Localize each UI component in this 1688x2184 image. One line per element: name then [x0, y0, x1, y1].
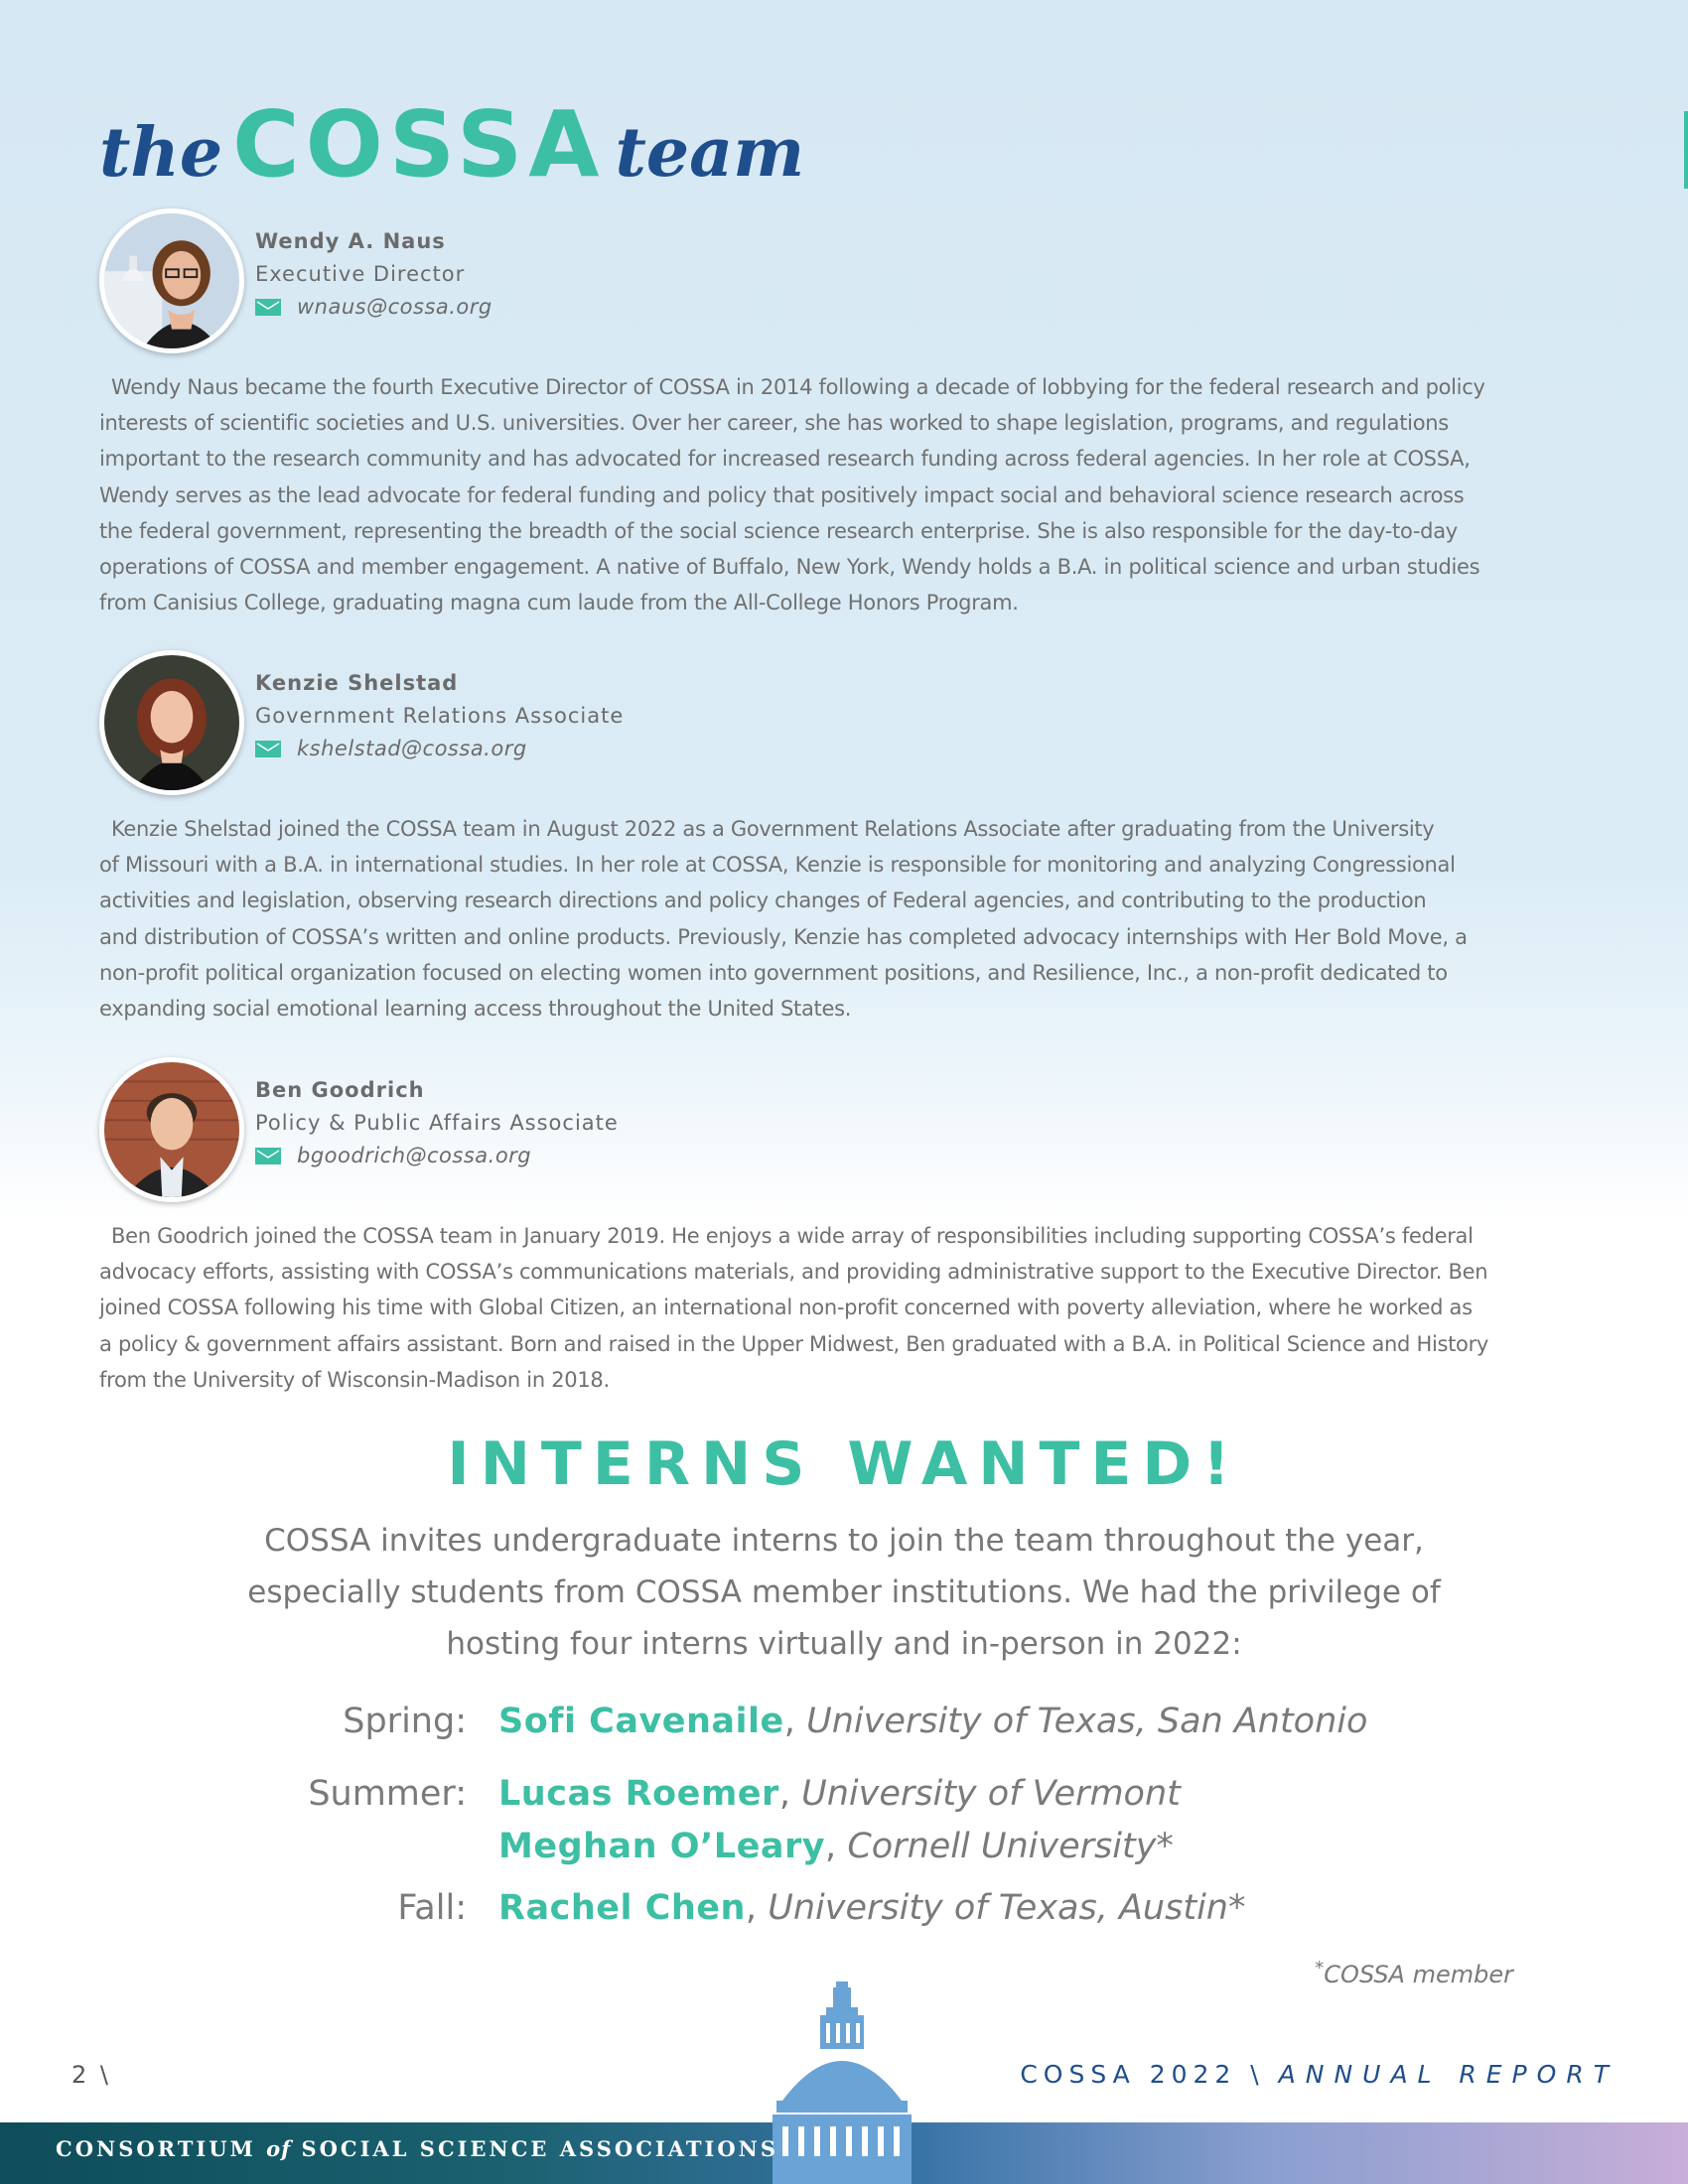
bio-line: joined COSSA following his time with Global Citizen, an international non-profit concerned with poverty alleviation, where he worked as	[99, 1296, 1473, 1320]
member-role: Government Relations Associate	[255, 704, 625, 728]
bio-line: the federal government, representing the breadth of the social science research enterprise. She is also responsible for the day-to-day	[99, 518, 1458, 543]
bio-line: Ben Goodrich joined the COSSA team in January 2019. He enjoys a wide array of responsibilities including supporting COSSA’s federal	[111, 1224, 1474, 1248]
bio-line: from Canisius College, graduating magna cum laude from the All-College Honors Program.	[99, 591, 1019, 615]
portrait-kenzie-icon	[104, 655, 239, 790]
email-row[interactable]	[255, 292, 492, 322]
member-name: Kenzie Shelstad	[255, 671, 459, 695]
intern-entry: Lucas Roemer, University of Vermont	[498, 1774, 1181, 1814]
avatar	[99, 208, 244, 353]
bio-line: important to the research community and has advocated for increased research funding across federal agencies. In her role at COSSA,	[99, 447, 1471, 472]
intern-entry: Meghan O’Leary, Cornell University*	[498, 1827, 1174, 1866]
member-info	[255, 668, 624, 763]
intern-school: University of Vermont	[801, 1774, 1181, 1814]
intro-line: especially students from COSSA member institutions. We had the privilege of	[247, 1574, 1441, 1610]
member-bio	[99, 811, 1509, 1026]
title-team: team	[615, 113, 805, 193]
bio-line: and distribution of COSSA’s written and online products. Previously, Kenzie has completed advocacy internships with Her Bold Move, a	[99, 924, 1468, 949]
mail-icon	[255, 1148, 281, 1164]
portrait-wendy-icon	[104, 213, 239, 348]
intern-school: University of Texas, Austin*	[768, 1888, 1246, 1928]
intern-name: Rachel Chen	[498, 1888, 746, 1928]
interns-heading: INTERNS WANTED!	[447, 1430, 1241, 1499]
footer-org-name: CONSORTIUM of SOCIAL SCIENCE ASSOCIATIONS	[56, 2136, 778, 2161]
member-role: Executive Director	[255, 262, 466, 286]
avatar	[99, 1057, 244, 1202]
member-email[interactable]: wnaus@cossa.org	[297, 295, 492, 319]
intern-entry: Rachel Chen, University of Texas, Austin*	[498, 1888, 1246, 1928]
page-title	[99, 91, 804, 198]
bio-line: interests of scientific societies and U.S. universities. Over her career, she has worked to shape legislation, programs, and regulations	[99, 411, 1449, 436]
report-label: COSSA 2022 \ ANNUAL REPORT	[1020, 2060, 1618, 2089]
interns-intro	[0, 1515, 1688, 1670]
bio-line: advocacy efforts, assisting with COSSA’s communications materials, and providing administrative support to the Executive Director. Ben	[99, 1260, 1488, 1285]
intern-name: Lucas Roemer	[498, 1774, 779, 1814]
bio-line: of Missouri with a B.A. in international studies. In her role at COSSA, Kenzie is responsible for monitoring and analyzing Congressional	[99, 853, 1456, 878]
member-email[interactable]: bgoodrich@cossa.org	[297, 1144, 532, 1167]
title-cossa: COSSA	[232, 91, 606, 198]
bio-line: Wendy Naus became the fourth Executive Director of COSSA in 2014 following a decade of lobbying for the federal research and policy	[111, 375, 1485, 399]
edge-accent-bar	[1684, 111, 1688, 189]
intern-entry: Sofi Cavenaile, University of Texas, San Antonio	[498, 1702, 1368, 1741]
mail-icon	[255, 299, 281, 316]
email-row[interactable]	[255, 734, 624, 763]
bio-line: Wendy serves as the lead advocate for federal funding and policy that positively impact social and behavioral science research across	[99, 482, 1465, 507]
avatar	[99, 650, 244, 795]
intro-line: COSSA invites undergraduate interns to join the team throughout the year,	[264, 1523, 1424, 1559]
season-spring: Spring:	[343, 1702, 467, 1741]
bio-line: a policy & government affairs assistant. Born and raised in the Upper Midwest, Ben graduated with a B.A. in Political Science and History	[99, 1331, 1489, 1356]
intro-line: hosting four interns virtually and in-person in 2022:	[446, 1626, 1242, 1662]
member-name: Wendy A. Naus	[255, 229, 446, 253]
bio-line: operations of COSSA and member engagement. A native of Buffalo, New York, Wendy holds a B.A. in political science and urban studies	[99, 555, 1480, 580]
intern-school: University of Texas, San Antonio	[806, 1702, 1368, 1741]
member-role: Policy & Public Affairs Associate	[255, 1111, 619, 1135]
bio-line: expanding social emotional learning access throughout the United States.	[99, 997, 852, 1022]
season-fall: Fall:	[397, 1888, 467, 1928]
bio-line: activities and legislation, observing research directions and policy changes of Federal agencies, and contributing to the production	[99, 888, 1427, 913]
member-name: Ben Goodrich	[255, 1078, 425, 1102]
title-the: the	[99, 113, 223, 193]
portrait-ben-icon	[104, 1062, 239, 1197]
intern-name: Sofi Cavenaile	[498, 1702, 784, 1741]
email-row[interactable]	[255, 1141, 619, 1170]
member-email[interactable]: kshelstad@cossa.org	[297, 737, 527, 760]
season-summer: Summer:	[308, 1774, 467, 1814]
bio-line: Kenzie Shelstad joined the COSSA team in August 2022 as a Government Relations Associate after graduating from the University	[111, 817, 1435, 841]
intern-name: Meghan O’Leary	[498, 1827, 826, 1866]
member-info	[255, 226, 492, 322]
member-info	[255, 1075, 619, 1170]
member-footnote: *COSSA member	[1315, 1958, 1513, 1988]
page-number: 2 \	[71, 2061, 111, 2089]
bio-line: non-profit political organization focused on electing women into government positions, and Resilience, Inc., a non-profit dedicated to	[99, 960, 1448, 985]
member-bio	[99, 1218, 1509, 1398]
intern-school: Cornell University*	[847, 1827, 1174, 1866]
bio-line: from the University of Wisconsin-Madison in 2018.	[99, 1367, 610, 1392]
mail-icon	[255, 741, 281, 757]
member-bio	[99, 369, 1509, 620]
